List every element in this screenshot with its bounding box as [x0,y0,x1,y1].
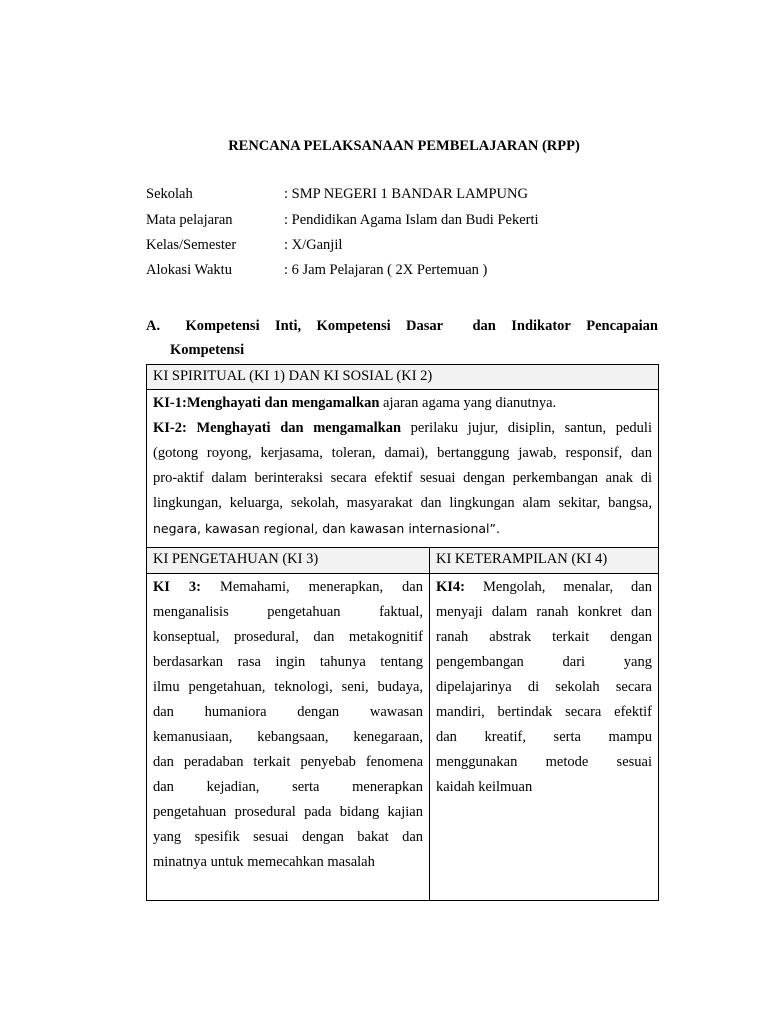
ki2-line: pro-aktif dalam berinteraksi secara efektif sesuai dengan perkembangan anak di [153,470,652,486]
meta-row-alokasi-waktu [146,262,487,279]
ki3-line: pengetahuan prosedural pada bidang kajian [153,804,423,820]
ki4-label: KI4: [436,579,465,595]
ki3-label: KI 3: [153,579,201,595]
ki3-line: menganalisis pengetahuan faktual, [153,604,423,620]
ki3-line: dan humaniora dengan wawasan [153,704,423,720]
meta-row-mata-pelajaran [146,212,539,229]
meta-label: Alokasi Waktu [146,262,232,278]
ki34-columns [147,548,658,900]
ki3-line: yang spesifik sesuai dengan bakat dan [153,829,423,845]
ki3-description: Memahami, menerapkan, dan [200,579,423,595]
ki4-description: Mengolah, menalar, dan [465,579,652,595]
section-marker: A. [146,318,161,334]
ki2-line: lingkungan, keluarga, sekolah, masyarakat dan lingkungan alam sekitar, bangsa, [153,495,652,511]
ki3-line: minatnya untuk memecahkan masalah [153,854,375,870]
meta-label: Mata pelajaran [146,212,233,228]
ki4-column [430,548,658,900]
ki1-description: ajaran agama yang dianutnya. [379,395,557,411]
ki4-line [436,575,652,600]
ki2-description: perilaku jujur, disiplin, santun, peduli [401,420,652,436]
ki4-line: menggunakan metode sesuai [436,754,652,770]
ki3-line [153,575,423,600]
ki12-body [147,390,658,548]
page-title: RENCANA PELAKSANAAN PEMBELAJARAN (RPP) [228,138,580,154]
meta-row-sekolah [146,186,528,203]
meta-value: : SMP NEGERI 1 BANDAR LAMPUNG [284,186,528,202]
ki12-header: KI SPIRITUAL (KI 1) DAN KI SOSIAL (KI 2) [147,365,658,390]
ki4-line: dan kreatif, serta mampu [436,729,652,745]
heading-word: Indikator [511,318,571,334]
ki1-label: KI-1:Menghayati dan mengamalkan [153,395,380,411]
section-a-heading [146,314,658,362]
ki2-line: (gotong royong, kerjasama, toleran, damai), bertanggung jawab, responsif, dan [153,445,652,461]
ki3-line: dan peradaban terkait penyebab fenomena [153,754,423,770]
ki2-label: KI-2: Menghayati dan mengamalkan [153,420,402,436]
meta-value: : Pendidikan Agama Islam dan Budi Pekerti [284,212,539,228]
ki2-line [153,416,652,441]
meta-label: Sekolah [146,186,193,202]
ki3-body [147,574,429,900]
ki4-line: mandiri, bertindak secara efektif [436,704,652,720]
ki2-line: negara, kawasan regional, dan kawasan internasional”. [153,521,500,536]
ki3-header: KI PENGETAHUAN (KI 3) [147,548,429,574]
ki4-line: dipelajarinya di sekolah secara [436,679,652,695]
meta-value: : X/Ganjil [284,237,343,253]
ki3-line: ilmu pengetahuan, teknologi, seni, budaya, [153,679,423,695]
ki3-line: dan kejadian, serta menerapkan [153,779,423,795]
meta-value: : 6 Jam Pelajaran ( 2X Pertemuan ) [284,262,488,278]
ki1-text [153,392,652,414]
ki3-line: konseptual, prosedural, dan metakognitif [153,629,423,645]
section-a-line2: Kompetensi [170,342,245,358]
ki3-line: kemanusiaan, kebangsaan, kenegaraan, [153,729,423,745]
ki4-header: KI KETERAMPILAN (KI 4) [430,548,658,574]
ki3-line: berdasarkan rasa ingin tahunya tentang [153,654,423,670]
meta-label: Kelas/Semester [146,237,237,253]
heading-word: Pencapaian [586,318,658,334]
meta-row-kelas-semester [146,237,342,254]
ki4-line: kaidah keilmuan [436,779,533,795]
ki4-line: pengembangan dari yang [436,654,652,670]
ki4-line: ranah abstrak terkait dengan [436,629,652,645]
heading-word: Kompetensi [185,318,260,334]
heading-word: dan [472,318,496,334]
section-a-line1 [146,314,658,338]
heading-word: Kompetensi [316,318,391,334]
ki4-line: menyaji dalam ranah konkret dan [436,604,652,620]
competency-table [146,364,659,901]
ki4-body [430,574,658,900]
heading-word: Dasar [406,318,444,334]
ki3-column [147,548,430,900]
heading-word: Inti, [274,318,302,334]
